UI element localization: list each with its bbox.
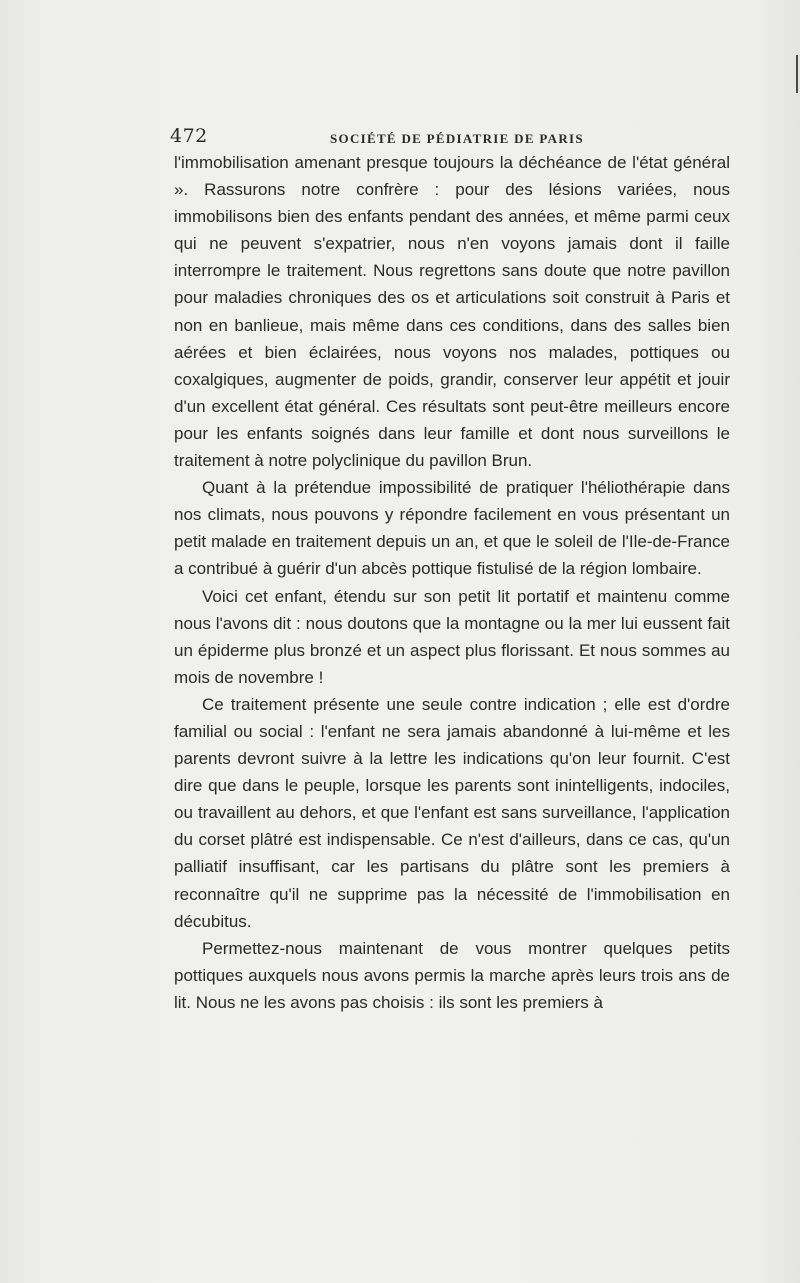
- page-number: 472: [170, 125, 208, 147]
- paragraph: Voici cet enfant, étendu sur son petit lit portatif et maintenu comme nous l'avons dit : nous doutons que la montagne ou la mer lui eussent fait un épiderme plus bronzé et un aspect plus florissant. Et nous sommes au mois de novembre !: [174, 586, 730, 687]
- page-edge-mark: [796, 55, 798, 93]
- running-head: SOCIÉTÉ DE PÉDIATRIE DE PARIS: [330, 131, 584, 146]
- paragraph: Ce traitement présente une seule contre indication ; elle est d'ordre familial ou social : l'enfant ne sera jamais abandonné à lui-même et les parents devront suivre à la lettre les indications qu'on leur fournit. C'est dire que dans le peuple, lorsque les parents sont inintelligents, indociles, ou travaillent au dehors, et que l'enfant est sans surveillance, l'application du corset plâtré est indispensable. Ce n'est d'ailleurs, dans ce cas, qu'un palliatif insuffisant, car les partisans du plâtre sont les premiers à reconnaître qu'il ne supprime pas la nécessité de l'immobilisation en décubitus.: [174, 694, 730, 931]
- body-text: [174, 149, 730, 1016]
- paragraph: Quant à la prétendue impossibilité de pratiquer l'héliothérapie dans nos climats, nous pouvons y répondre facilement en vous présentant un petit malade en traitement depuis un an, et que le soleil de l'Ile-de-France a contribué à guérir d'un abcès pottique fistulisé de la région lombaire.: [174, 478, 730, 579]
- page-header: [170, 125, 730, 151]
- paragraph: Permettez-nous maintenant de vous montrer quelques petits pottiques auxquels nous avons permis la marche après leurs trois ans de lit. Nous ne les avons pas choisis : ils sont les premiers à: [174, 938, 730, 1012]
- paragraph: l'immobilisation amenant presque toujours la déchéance de l'état général ». Rassurons notre confrère : pour des lésions variées, nous immobilisons bien des enfants pendant des années, et même parmi ceux qui ne peuvent s'expatrier, nous n'en voyons jamais dont il faille interrompre le traitement. Nous regrettons sans doute que notre pavillon pour maladies chroniques des os et articulations soit construit à Paris et non en banlieue, mais même dans ces conditions, dans des salles bien aérées et bien éclairées, nous voyons nos malades, pottiques ou coxalgiques, augmenter de poids, grandir, conserver leur appétit et jouir d'un excellent état général. Ces résultats sont peut-être meilleurs encore pour les enfants soignés dans leur famille et dont nous surveillons le traitement à notre polyclinique du pavillon Brun.: [174, 153, 730, 471]
